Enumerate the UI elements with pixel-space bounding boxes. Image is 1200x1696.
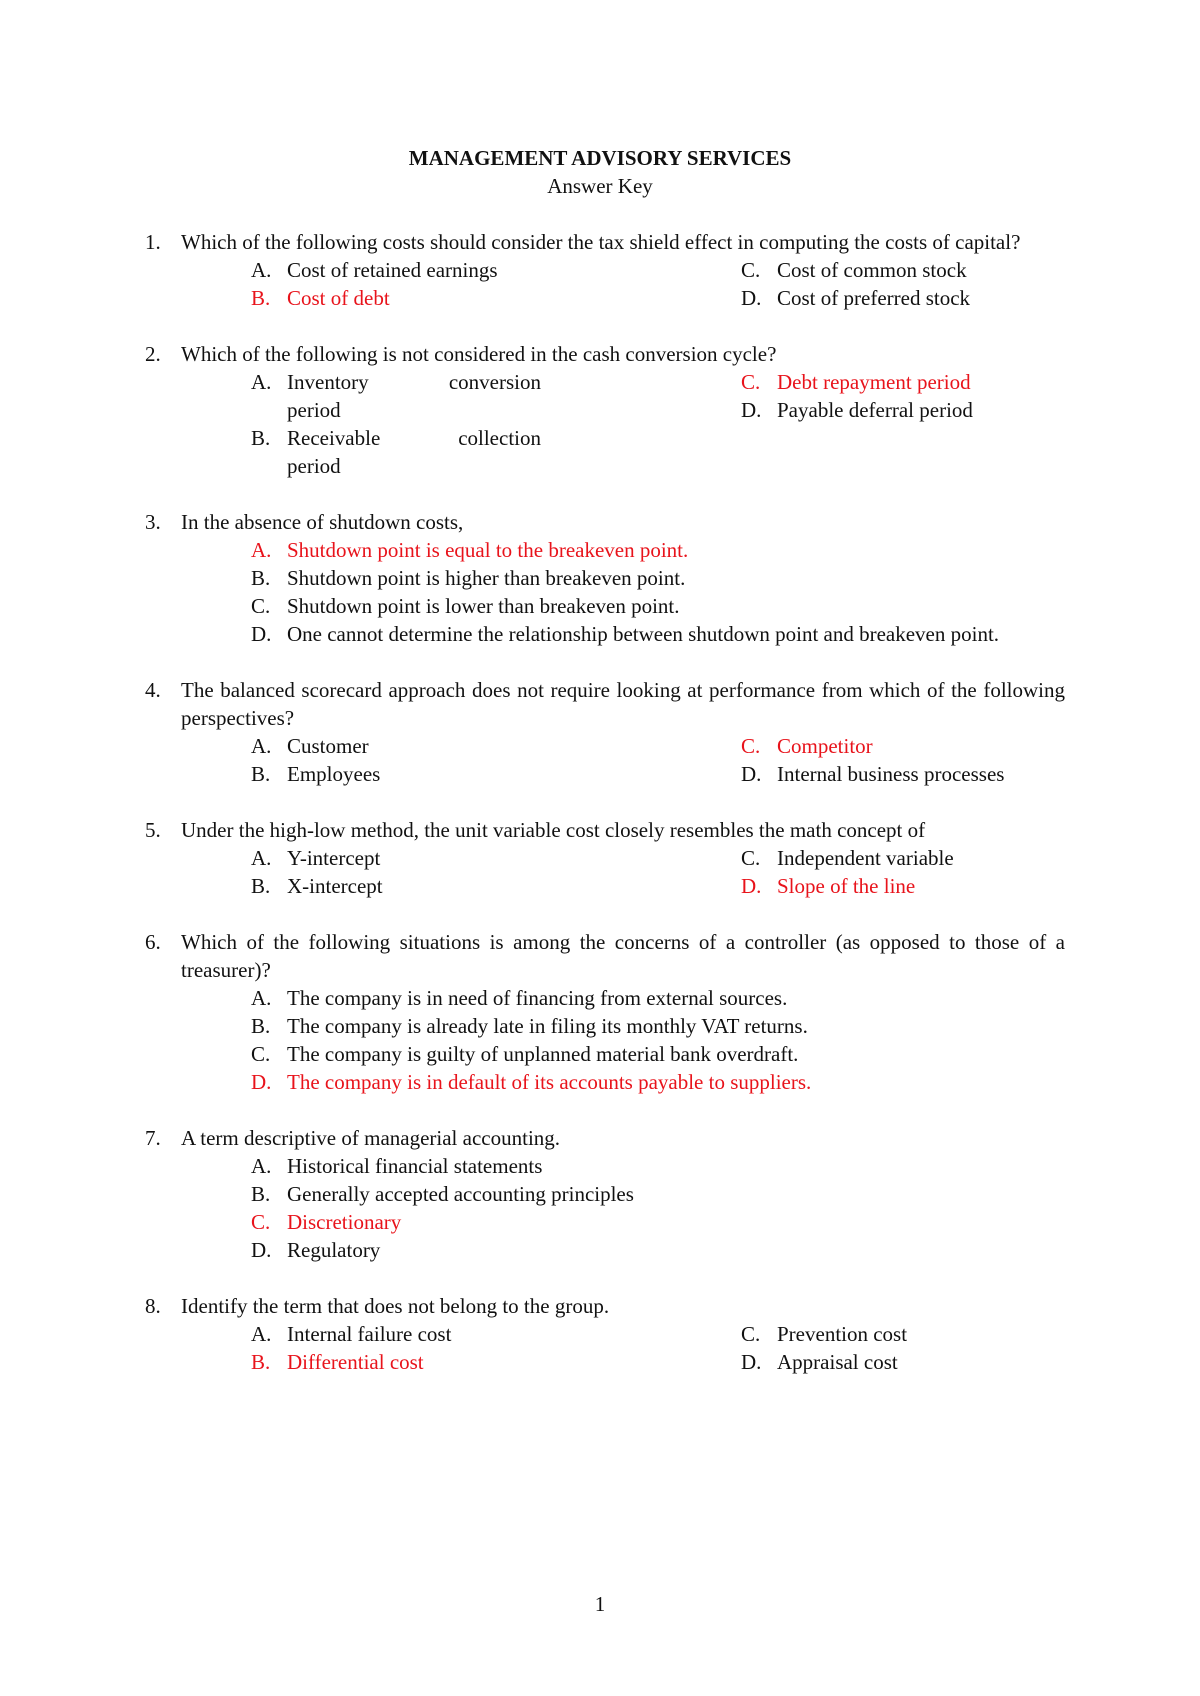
choice-b: B. Receivable collection period (251, 426, 541, 478)
document-header (0, 144, 1200, 200)
choice-d: D. One cannot determine the relationship between shutdown point and breakeven point. (251, 622, 1000, 646)
choice-a: A. Internal failure cost (251, 1322, 452, 1346)
choice-d-correct-answer: D. The company is in default of its accounts payable to suppliers. (251, 1070, 812, 1094)
choice-c: C. Cost of common stock (741, 258, 967, 282)
choice-c-correct-answer: C. Discretionary (251, 1210, 402, 1234)
question-1 (145, 228, 1065, 312)
question-number: 8. (145, 1294, 161, 1318)
question-text: Which of the following situations is among the concerns of a controller (as opposed to those of a treasurer)? (181, 930, 1065, 982)
choice-c: C. Prevention cost (741, 1322, 908, 1346)
choice-d: D. Regulatory (251, 1238, 381, 1262)
choice-b: B. Generally accepted accounting principles (251, 1182, 634, 1206)
choice-b: B. X-intercept (251, 874, 383, 898)
choice-d: D. Payable deferral period (741, 398, 973, 422)
choice-a: A. Y-intercept (251, 846, 381, 870)
question-number: 6. (145, 930, 161, 954)
choices (251, 536, 1065, 648)
question-text: Which of the following costs should consider the tax shield effect in computing the costs of capital? (181, 230, 1021, 254)
choice-a: A. Customer (251, 734, 369, 758)
question-6 (145, 928, 1065, 1096)
choice-c-correct-answer: C. Competitor (741, 734, 873, 758)
question-8 (145, 1292, 1065, 1376)
choice-a: A. Historical financial statements (251, 1154, 543, 1178)
question-number: 1. (145, 230, 161, 254)
choice-c-correct-answer: C. Debt repayment period (741, 370, 971, 394)
choices (251, 368, 1065, 480)
choice-c: C. Independent variable (741, 846, 954, 870)
question-text: Which of the following is not considered in the cash conversion cycle? (181, 342, 777, 366)
question-list (145, 228, 1065, 1404)
choice-a-correct-answer: A. Shutdown point is equal to the breakeven point. (251, 538, 689, 562)
question-text: In the absence of shutdown costs, (181, 510, 464, 534)
question-7 (145, 1124, 1065, 1264)
question-number: 3. (145, 510, 161, 534)
question-number: 7. (145, 1126, 161, 1150)
choice-a: A. Cost of retained earnings (251, 258, 498, 282)
question-number: 2. (145, 342, 161, 366)
question-3 (145, 508, 1065, 648)
choices (251, 1152, 1065, 1264)
question-5 (145, 816, 1065, 900)
question-text: Under the high-low method, the unit variable cost closely resembles the math concept of (181, 818, 926, 842)
choice-d-correct-answer: D. Slope of the line (741, 874, 916, 898)
choice-b-correct-answer: B. Cost of debt (251, 286, 390, 310)
choice-b: B. Shutdown point is higher than breakeven point. (251, 566, 686, 590)
choices (251, 984, 1065, 1096)
document-subtitle: Answer Key (547, 174, 653, 198)
choices (251, 844, 1065, 900)
choice-d: D. Internal business processes (741, 762, 1005, 786)
choice-d: D. Appraisal cost (741, 1350, 898, 1374)
question-number: 5. (145, 818, 161, 842)
document-title: MANAGEMENT ADVISORY SERVICES (408, 146, 792, 170)
choices (251, 732, 1065, 788)
question-text: The balanced scorecard approach does not require looking at performance from which of the following perspectives? (181, 678, 1065, 730)
question-text: A term descriptive of managerial accounting. (181, 1126, 561, 1150)
question-4 (145, 676, 1065, 788)
choice-a: A. Inventory conversion period (251, 370, 541, 422)
choice-c: C. The company is guilty of unplanned material bank overdraft. (251, 1042, 799, 1066)
choice-d: D. Cost of preferred stock (741, 286, 971, 310)
choice-c: C. Shutdown point is lower than breakeven point. (251, 594, 680, 618)
choice-b: B. The company is already late in filing its monthly VAT returns. (251, 1014, 808, 1038)
choice-b: B. Employees (251, 762, 381, 786)
choices (251, 1320, 1065, 1376)
question-2 (145, 340, 1065, 480)
choices (251, 256, 1065, 312)
question-text: Identify the term that does not belong to the group. (181, 1294, 610, 1318)
choice-b-correct-answer: B. Differential cost (251, 1350, 424, 1374)
question-number: 4. (145, 678, 161, 702)
choice-a: A. The company is in need of financing from external sources. (251, 986, 788, 1010)
page-number: 1 (594, 1592, 606, 1616)
